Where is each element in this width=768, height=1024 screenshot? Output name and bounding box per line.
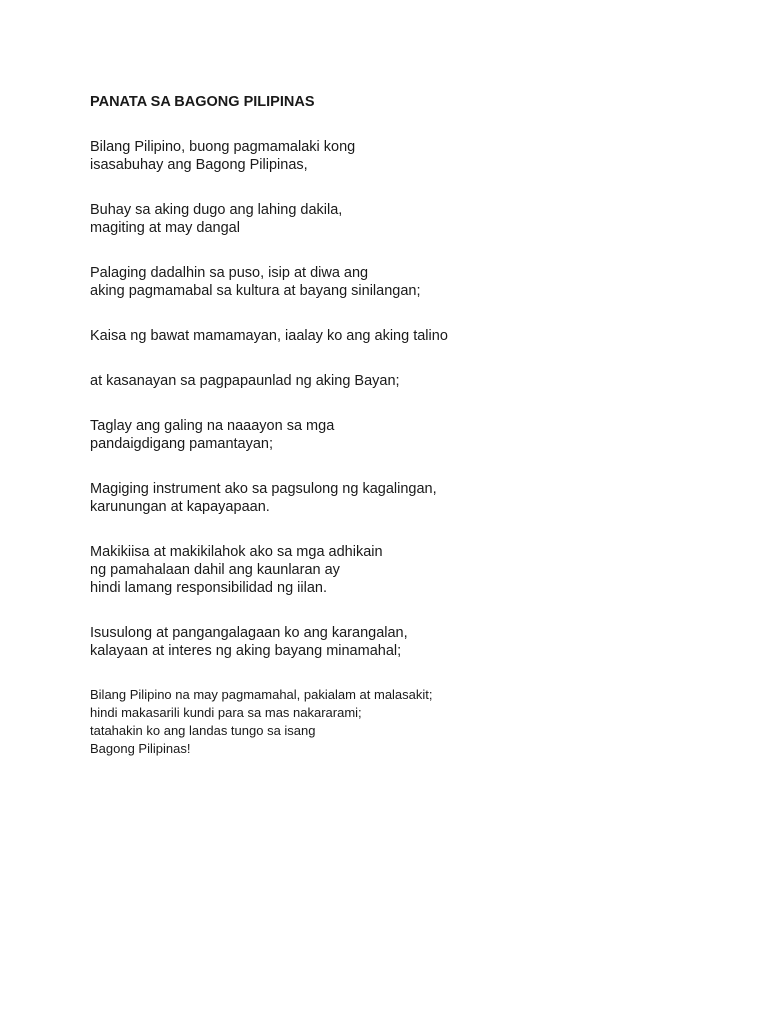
stanza-line: karunungan at kapayapaan. [90,499,270,515]
stanza-line: Buhay sa aking dugo ang lahing dakila, [90,202,343,218]
stanza-line: ng pamahalaan dahil ang kaunlaran ay [90,562,340,578]
stanza-line: Makikiisa at makikilahok ako sa mga adhikain [90,544,383,560]
stanza-5 [90,372,710,390]
stanza-line: Isusulong at pangangalagaan ko ang karangalan, [90,625,408,641]
stanza-line: Bagong Pilipinas! [90,741,191,756]
stanza-line: magiting at may dangal [90,220,240,236]
stanza-line: Kaisa ng bawat mamamayan, iaalay ko ang aking talino [90,328,448,344]
stanza-line: Palaging dadalhin sa puso, isip at diwa ang [90,265,369,281]
stanza-line: Taglay ang galing na naaayon sa mga [90,418,335,434]
stanza-6 [90,417,710,453]
stanza-3 [90,264,710,300]
stanza-7 [90,480,710,516]
stanza-line: Bilang Pilipino, buong pagmamalaki kong [90,139,356,155]
stanza-line: tatahakin ko ang landas tungo sa isang [90,723,316,738]
stanza-line: at kasanayan sa pagpapaunlad ng aking Bayan; [90,373,400,389]
stanza-line: isasabuhay ang Bagong Pilipinas, [90,157,308,173]
stanza-9 [90,624,710,660]
stanza-10 [90,686,710,758]
stanza-2 [90,201,710,237]
stanza-8 [90,543,710,597]
document-title: PANATA SA BAGONG PILIPINAS [90,94,315,110]
stanza-line: aking pagmamabal sa kultura at bayang sinilangan; [90,283,421,299]
stanza-line: kalayaan at interes ng aking bayang minamahal; [90,643,402,659]
document-content [90,93,710,785]
stanza-line: hindi lamang responsibilidad ng iilan. [90,580,327,596]
stanza-line: pandaigdigang pamantayan; [90,436,274,452]
stanza-4 [90,327,710,345]
stanza-line: hindi makasarili kundi para sa mas nakararami; [90,705,362,720]
stanza-1 [90,138,710,174]
stanza-line: Magiging instrument ako sa pagsulong ng kagalingan, [90,481,437,497]
stanza-line: Bilang Pilipino na may pagmamahal, pakialam at malasakit; [90,687,433,702]
